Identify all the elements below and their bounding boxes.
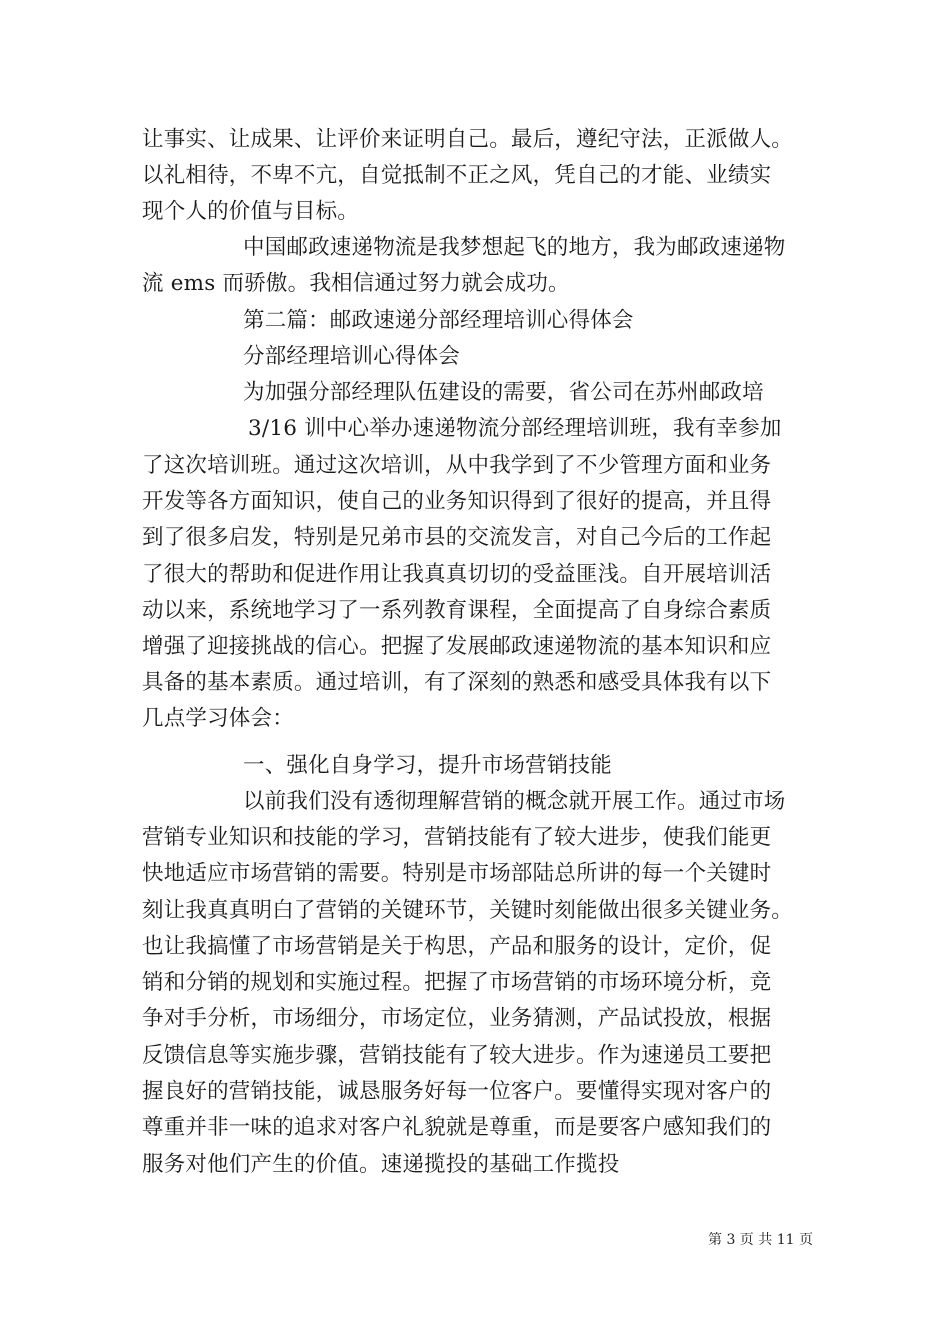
text-line: 到了很多启发，特别是兄弟市县的交流发言，对自己今后的工作起 — [142, 525, 772, 550]
text-line: 了这次培训班。通过这次培训，从中我学到了不少管理方面和业务 — [142, 453, 772, 478]
text-line: 流 ems 而骄傲。我相信通过努力就会成功。 — [142, 271, 570, 296]
text-line: 3/16 训中心举办速递物流分部经理培训班，我有幸参加 — [248, 416, 782, 441]
section-subtitle: 分部经理培训心得体会 — [243, 344, 461, 369]
text-line: 反馈信息等实施步骤，营销技能有了较大进步。作为速递员工要把 — [142, 1043, 772, 1068]
text-line: 动以来，系统地学习了一系列教育课程，全面提高了自身综合素质 — [142, 598, 772, 623]
page-number-footer: 第 3 页 共 11 页 — [708, 1232, 813, 1248]
text-line: 让事实、让成果、让评价来证明自己。最后，遵纪守法，正派做人。 — [142, 127, 794, 152]
text-line: 销和分销的规划和实施过程。把握了市场营销的市场环境分析，竞 — [142, 970, 772, 995]
text-line: 了很大的帮助和促进作用让我真真切切的受益匪浅。自开展培训活 — [142, 562, 772, 587]
text-line: 具备的基本素质。通过培训，有了深刻的熟悉和感受具体我有以下 — [142, 670, 772, 695]
text-line: 也让我搞懂了市场营销是关于构思，产品和服务的设计，定价，促 — [142, 934, 772, 959]
text-line: 为加强分部经理队伍建设的需要，省公司在苏州邮政培 — [243, 380, 764, 405]
text-line: 尊重并非一味的追求对客户礼貌就是尊重，而是要客户感知我们的 — [142, 1115, 772, 1140]
text-line: 快地适应市场营销的需要。特别是市场部陆总所讲的每一个关键时 — [142, 861, 772, 886]
text-line: 争对手分析，市场细分，市场定位，业务猜测，产品试投放，根据 — [142, 1006, 772, 1031]
text-line: 现个人的价值与目标。 — [142, 199, 360, 224]
section-title: 第二篇：邮政速递分部经理培训心得体会 — [243, 308, 634, 333]
text-line: 握良好的营销技能，诚恳服务好每一位客户。要懂得实现对客户的 — [142, 1079, 772, 1104]
text-line: 几点学习体会： — [142, 706, 294, 731]
text-line: 开发等各方面知识，使自己的业务知识得到了很好的提高，并且得 — [142, 489, 772, 514]
section-heading: 一、强化自身学习，提升市场营销技能 — [243, 753, 612, 778]
text-line: 刻让我真真明白了营销的关键环节，关键时刻能做出很多关键业务。 — [142, 898, 794, 923]
text-line: 以礼相待，不卑不亢，自觉抵制不正之风，凭自己的才能、业绩实 — [142, 163, 772, 188]
text-line: 增强了迎接挑战的信心。把握了发展邮政速递物流的基本知识和应 — [142, 634, 772, 659]
text-line: 中国邮政速递物流是我梦想起飞的地方，我为邮政速递物 — [243, 235, 786, 260]
text-line: 以前我们没有透彻理解营销的概念就开展工作。通过市场 — [243, 789, 786, 814]
text-line: 服务对他们产生的价值。速递揽投的基础工作揽投 — [142, 1152, 620, 1177]
text-line: 营销专业知识和技能的学习，营销技能有了较大进步，使我们能更 — [142, 825, 772, 850]
